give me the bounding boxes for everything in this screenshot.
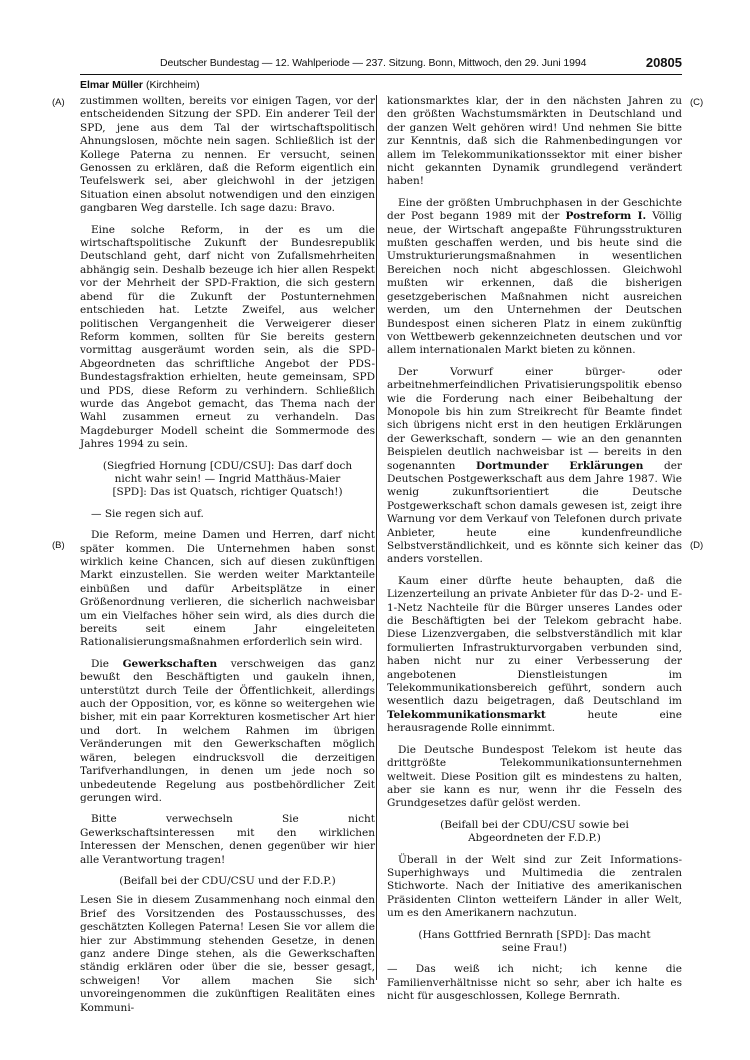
interjection: (Hans Gottfried Bernrath [SPD]: Das macht seine Frau!): [418, 928, 651, 954]
margin-marker-b: (B): [52, 540, 65, 551]
header-rule: [80, 74, 682, 75]
text-run: Kaum einer dürfte heute behaupten, daß die Lizenzerteilung an private Anbieter für das D-2- und E-1-Netz Nachteile für die Bürger unseres Landes oder die Beschäftigten bei der Telekom gebracht habe. Diese Lizenzvergaben, die selbstverständlich mit klar formulierten Infrastrukturvorgaben verbunden sind, haben nicht nur zu einer Verbesserung der angebotenen Dienstleistungen im Telekommunikationsbereich geführt, sondern auch wesentlich dazu beigetragen, daß Deutschland im: [387, 574, 682, 708]
interjection: (Siegfried Hornung [CDU/CSU]: Das darf doch nicht wahr sein! — Ingrid Matthäus-Maier [SPD]: Das ist Quatsch, richtiger Quatsch!): [102, 459, 353, 499]
margin-marker-d: (D): [690, 540, 704, 551]
text-run: Der Vorwurf einer bürger- oder arbeitnehmerfeindlichen Privatisierungspolitik ebenso wie die Forderung nach einer Beibehaltung der Monopole bis hin zum Streikrecht für Beamte findet sich übrigens nicht erst in den heutigen Erklärungen der Gewerkschaft, sondern — wie an den genannten Beispielen deutlich nachweisbar ist — bereits in den sogenannten: [387, 365, 682, 472]
paragraph: [80, 658, 375, 805]
paragraph: zustimmen wollten, bereits vor einigen Tagen, vor der entscheidenden Sitzung der SPD. Ein anderer Teil der SPD, jene aus dem Tal der wirtschaftspolitisch Ahnungslosen, möchte nein sagen. Schließlich ist der Kollege Paterna zu nennen. Er versucht, seinen Genossen zu erklären, daß die Reform eigentlich ein Teufelswerk sei, aber gleichwohl in der jetzigen Situation einen absolut notwendigen und den einzigen gangbaren Weg darstelle. Ich sage dazu: Bravo.: [80, 95, 375, 215]
left-column: [80, 95, 375, 1023]
paragraph: [387, 575, 682, 736]
speaker-name: Elmar Müller: [80, 79, 144, 91]
margin-marker-a: (A): [52, 97, 65, 108]
paragraph: — Das weiß ich nicht; ich kenne die Familienverhältnisse nicht so sehr, aber ich halte es nicht für ausgeschlossen, Kollege Bernrath.: [387, 963, 682, 1003]
paragraph: kationsmarktes klar, der in den nächsten Jahren zu den größten Wachstumsmärkten in Deutschland und der ganzen Welt gehören wird! Und nehmen Sie bitte zur Kenntnis, daß sich die Rahmenbedingungen vor allem im Telekommunikationssektor mit einer bisher nicht gekannten Dynamik grundlegend verändert haben!: [387, 95, 682, 188]
text-run: heute eine herausragende Rolle einnimmt.: [387, 708, 682, 735]
column-divider: [376, 95, 377, 980]
text-run: Eine der größten Umbruchphasen in der Geschichte der Post begann 1989 mit der: [387, 196, 682, 223]
emphasis-term: Dortmunder Erklärungen: [476, 459, 644, 472]
margin-marker-c: (C): [690, 97, 704, 108]
paragraph: — Sie regen sich auf.: [91, 507, 204, 520]
interjection: (Beifall bei der CDU/CSU sowie bei Abgeordneten der F.D.P.): [440, 818, 629, 845]
emphasis-term: Gewerkschaften: [122, 657, 218, 670]
text-run: Völlig neue, der Wirtschaft angepaßte Führungsstrukturen mußten geschaffen werden, und bis heute sind die Umstrukturierungsmaßnahmen in wesentlichen Bereichen noch nicht abgeschlossen. Gleichwohl mußten wir erkennen, daß die bisherigen gesetzgeberischen Maßnahmen nicht ausreichen werden, um den Unternehmen der Deutschen Bundespost einen sicheren Platz in einem zukünftig von Wettbewerb gekennzeichneten deutschen und vor allem internationalen Markt bieten zu können.: [387, 210, 683, 357]
speaker-constituency: (Kirchheim): [145, 79, 200, 91]
running-title: Deutscher Bundestag — 12. Wahlperiode — 237. Sitzung. Bonn, Mittwoch, den 29. Juni 1994: [160, 57, 587, 69]
paragraph: Bitte verwechseln Sie nicht Gewerkschaftsinteressen mit den wirklichen Interessen der Menschen, denen gegenüber wir hier alle Verantwortung tragen!: [80, 813, 375, 866]
speaker-line: [80, 79, 200, 91]
text-run: verschweigen das ganz bewußt den Beschäftigten und gaukeln ihnen, unterstützt durch Teile der Öffentlichkeit, allerdings auch der Opposition, vor, es könne so weitergehen wie bisher, mit ein paar Korrekturen kosmetischer Art hier und dort. In welchem Rahmen im übrigen Veränderungen mit den Gewerkschaften möglich wären, belegen eindrucksvoll die derzeitigen Tarifverhandlungen, in denen um jede noch so unbedeutende Regelung aus postbehördlicher Zeit gerungen wird.: [80, 657, 375, 804]
interjection: (Beifall bei der CDU/CSU und der F.D.P.): [119, 874, 336, 887]
paragraph: [387, 366, 682, 567]
text-run: der Deutschen Postgewerkschaft aus dem Jahre 1987. Wie wenig zukunftsorientiert die Deutsche Postgewerkschaft schon damals gewesen ist, zeigt ihre Warnung vor dem Verkauf von Telefonen durch private Anbieter, heute eine kundenfreundliche Selbstverständlichkeit, und es könnte sich keiner das anders vorstellen.: [387, 459, 683, 566]
emphasis-term: Postreform I.: [565, 210, 647, 223]
paragraph: Überall in der Welt sind zur Zeit Informations-Superhighways und Multimedia die zentralen Stichworte. Nach der Initiative des amerikanischen Präsidenten Clinton wetteifern Länder in aller Welt, um es den Amerikanern nachzutun.: [387, 853, 682, 920]
paragraph: Die Reform, meine Damen und Herren, darf nicht später kommen. Die Unternehmen haben sonst wirklich keine Chancen, sich auf diesen zukünftigen Markt einzustellen. Sie werden weiter Marktanteile einbüßen und dafür Arbeitsplätze in einer Größenordnung verlieren, die sicherlich nachweisbar um ein Vielfaches höher sein wird, als dies durch die bereits seit einem Jahr eingeleiteten Rationalisierungsmaßnahmen erforderlich sein wird.: [80, 529, 375, 649]
emphasis-term: Telekommunikationsmarkt: [387, 708, 546, 721]
right-column: [387, 95, 682, 1012]
text-run: Die: [91, 657, 123, 670]
paragraph: Die Deutsche Bundespost Telekom ist heute das drittgrößte Telekommunikationsunternehmen weltweit. Diese Position gilt es mindestens zu halten, aber sie kann es nur, wenn ihr die Fesseln des Grundgesetzes dafür gelöst werden.: [387, 743, 682, 810]
paragraph: Eine solche Reform, in der es um die wirtschaftspolitische Zukunft der Bundesrepublik Deutschland geht, darf nicht von Zufallsmehrheiten abhängig sein. Deshalb bezeuge ich hier allen Respekt vor der Mehrheit der SPD-Fraktion, die sich gestern abend für die Zukunft der Postunternehmen entschieden hat. Letzte Zweifel, aus welcher politischen Vergangenheit die Verweigerer dieser Reform kommen, sollten für Sie bereits gestern vormittag ausgeräumt worden sein, als die SPD-Abgeordneten das schriftliche Angebot der PDS-Bundestagsfraktion erhielten, heute gemeinsam, SPD und PDS, diese Reform zu verhindern. Schließlich wurde das Angebot gemacht, das Thema nach der Wahl zusammen erneut zu verhandeln. Das Magdeburger Modell scheint die Sommermode des Jahres 1994 zu sein.: [80, 223, 375, 451]
running-header: [160, 56, 682, 72]
page-number: 20805: [645, 55, 682, 70]
paragraph: Lesen Sie in diesem Zusammenhang noch einmal den Brief des Vorsitzenden des Postausschusses, des geschätzten Kollegen Paterna! Lesen Sie vor allem die hier zur Abstimmung stehenden Gesetze, in denen ganz andere Dinge stehen, als die Gewerkschaften ständig erklären oder über die sie, besser gesagt, schweigen! Vor allem machen Sie sich unvoreingenommen die zukünftigen Realitäten eines Kommuni-: [80, 894, 375, 1014]
paragraph: [387, 197, 682, 358]
